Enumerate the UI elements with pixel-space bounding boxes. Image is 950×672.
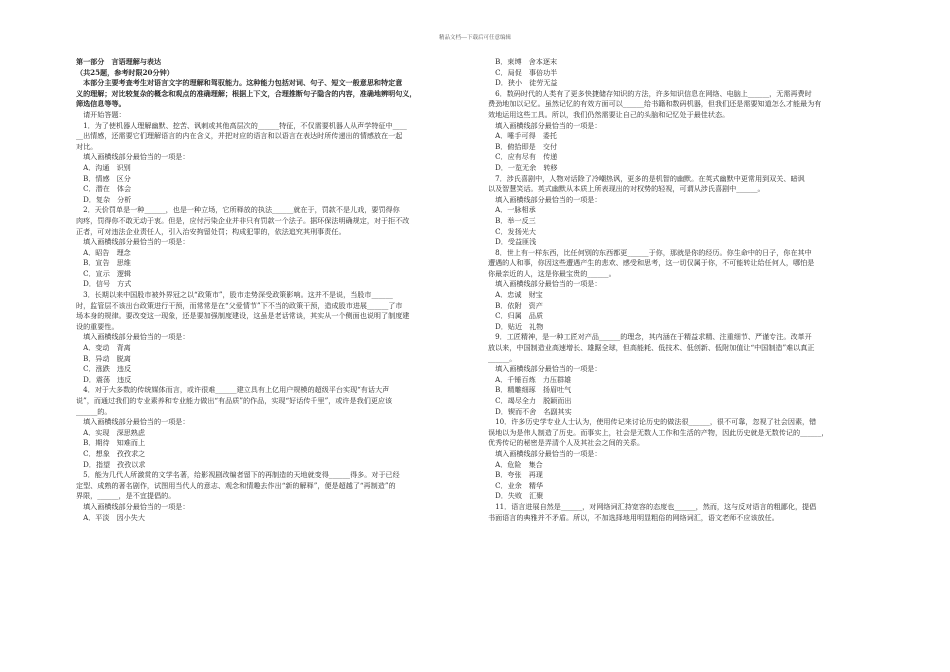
text-line: C．潜在 体会 (76, 184, 132, 194)
text-line: A．变动 背离 (76, 343, 131, 353)
text-line: D．复杂 分析 (76, 194, 132, 204)
text-line: 第一部分 言语理解与表达 (76, 57, 162, 66)
text-line: D．震荡 违反 (76, 374, 132, 384)
text-line: A．一脉相承 (488, 205, 536, 215)
text-line: A．千锤百炼 力压群雄 (488, 374, 572, 384)
text-line: A．唾手可得 委托 (488, 131, 557, 141)
text-line: B．宣告 思维 (76, 258, 131, 268)
text-line: 筛选信息等等。 (76, 99, 126, 109)
text-line: D．指望 孜孜以求 (76, 459, 146, 469)
text-line: C．宣示 逻辑 (76, 268, 132, 278)
text-line: 填入画横线部分最恰当的一项是： (76, 501, 190, 511)
text-line: 填入画横线部分最恰当的一项是： (76, 332, 190, 342)
text-line: C．局促 事倍功半 (488, 67, 558, 77)
text-line: 9．工匠精神，是一种工匠对产品______的理念，其内涵在于精益求精、注重细节、严谨专注。改革开 (488, 332, 812, 342)
text-line: 场本身的规律。要改变这一现象，还是要加强制度建设，这虽是老话常谈，其实从一个侧面也说明了制度建 (76, 311, 410, 321)
text-line: A．平淡 因小失大 (76, 512, 145, 522)
text-line: 10．许多历史学专业人士认为，使用传记来讨论历史的做法很______，很不可靠，忽视了社会因素，错 (488, 417, 817, 427)
text-line: 优秀传记的秘密是弄清个人及其社会之间的关系。 (488, 438, 645, 448)
text-line: D．受益匪浅 (488, 237, 537, 247)
text-line: C．想象 孜孜求之 (76, 448, 146, 458)
text-line: A．危险 集合 (488, 459, 543, 469)
text-line: 正者，可对违法企业责任人，引入治安拘留处罚；构成犯罪的，依法追究其刑事责任。 (76, 226, 346, 236)
text-line: 填入画横线部分最恰当的一项是： (488, 364, 602, 374)
text-line: 义的理解；对比较复杂的概念和观点的准确理解；根据上下文，合理推断句子隐含的内容，准确地辨明句义， (76, 88, 417, 98)
text-line: B．精雕细琢 扬眉吐气 (488, 385, 572, 395)
text-line: 5．能为几代人所激赏的文学名著，给影视剧改编者留下的再制造的天地就变得______得多。对于已经 (76, 470, 400, 480)
text-line: __出情感，还需要它们理解语言的内在含义，并把对应的语言和以语言在表达时所传递出的情感放在一起 (76, 131, 403, 141)
text-line: 说”，而通过我们的专业素养和专业能力做出“有品质”的作品，实现“好话传千里”，或许是我们更应该 (76, 396, 393, 405)
text-line: 设的重要性。 (76, 321, 119, 331)
text-line: C．应有尽有 传递 (488, 152, 558, 162)
text-line: 遭遇的人和事，你因这些遭遇产生的悲欢、感受和思考，这一切仅属于你，不可能转让给任何人，哪怕是 (488, 258, 815, 268)
text-line: C．归属 品质 (488, 311, 544, 321)
text-line: C．竭尽全力 脱颖而出 (488, 396, 572, 405)
text-line: C．业余 精华 (488, 480, 544, 490)
text-line: 填入画横线部分最恰当的一项是： (76, 237, 190, 247)
text-line: 8．世上有一样东西，比任何别的东西都更______于你，那就是你的经历。你生命中的日子，你在其中 (488, 247, 812, 257)
text-line: 对比。 (76, 141, 98, 151)
text-line: 6．数码时代的人类有了更多快捷储存知识的方法，许多知识信息在网络、电脑上______，无需再费时 (488, 88, 812, 98)
text-line: 7．涉氏喜剧中，人物对话除了冷嘲热讽，更多的是机智的幽默。在英式幽默中更常用到双关、暗讽 (488, 173, 805, 183)
text-line: B．期待 知难而上 (76, 438, 146, 448)
text-line: A．忠诚 财宝 (488, 290, 543, 300)
text-line: D．贴近 礼物 (488, 321, 544, 331)
text-line: C．涨跌 违反 (76, 364, 132, 374)
text-line: A．沟通 识别 (76, 162, 131, 172)
text-line: 11．语言进展自然是______，对网络词汇持宽容的态度也______，然而，这与反对语言的粗鄙化，提倡 (488, 501, 817, 511)
text-line: 填入画横线部分最恰当的一项是： (76, 152, 190, 162)
text-line: 3．长期以来中国股市被外界冠之以“政策市”，股市走势深受政策影响。这并不是说，当股市______ (76, 290, 393, 300)
text-line: 你最亲近的人，这是你最宝贵的______。 (488, 268, 616, 278)
text-line: D．失败 汇聚 (488, 491, 544, 501)
text-line: B．异动 脱离 (76, 353, 131, 363)
text-line: 填入画横线部分最恰当的一项是： (488, 279, 602, 289)
text-line: 以及智慧笑话。英式幽默从本质上所表现出的对权势的轻视，可谓从涉氏喜剧中______。 (488, 184, 765, 194)
text-line: C．发扬光大 (488, 226, 536, 236)
text-line: 放以来，中国制造业高速增长、雄踞全球，但高能耗、低技术、低创新、低附加值让“中国制造”难以真正 (488, 343, 815, 353)
text-line: 1．为了使机器人理解幽默、挖苦、讽刺或其他高层次的______特征，不仅需要机器人从声学特征中____ (76, 120, 407, 130)
text-line: B．依附 资产 (488, 300, 543, 310)
text-line: D．一览无余 转移 (488, 162, 558, 172)
page-header: 精品文档---下载后可任意编辑 (439, 35, 511, 41)
left-column (76, 57, 486, 523)
text-line: D．信号 方式 (76, 279, 132, 289)
text-line: 界限，______，是不宜提倡的。 (76, 491, 176, 501)
text-line: B．俯拾即是 交付 (488, 141, 558, 151)
right-column (488, 57, 880, 523)
text-line: 误地以为是伟人制造了历史。而事实上，社会是无数人工作和生活的产物，因此历史就是无数传记的______， (488, 427, 829, 437)
text-line: ______的。 (76, 406, 112, 416)
text-line: 2．天价罚单是一种______，也是一种立场，它所释放的执法______就在于，罚款不是儿戏，要罚得你 (76, 205, 400, 215)
text-line: 肉疼，罚得你不敢无动于衷。但是，应付污染企业并非只有罚款一个法子。据环保法明确规定，对于拒不改 (76, 215, 410, 225)
text-line: B．情感 区分 (76, 173, 131, 183)
text-line: B．举一反三 (488, 215, 536, 225)
text-line: 费劲地加以记忆。虽然记忆的有效方面可以______给书籍和数码机器，但我们还是需要知道怎么才能最为有 (488, 99, 822, 109)
text-line: D．锲而不舍 名副其实 (488, 406, 572, 416)
text-line: 4．对于大多数的传统媒体而言，或许很难______建立具有上亿用户规模的超级平台实现“有话大声 (76, 385, 390, 395)
text-line: 书面语言的典雅并不矛盾。所以，不加选择地用明显粗俗的网络词汇，语文老师不应该放任。 (488, 512, 779, 522)
text-line: 定型、成熟的著名剧作，试图用当代人的意志、观念和情趣去作出“新的解释”，便是超越了“再制造”的 (76, 480, 396, 490)
text-line: 填入画横线部分最恰当的一项是： (488, 194, 602, 204)
text-line: 效地运用这些工具。所以，我们仍然需要让自己的头脑和记忆处于最佳状态。 (488, 109, 730, 119)
text-line: 请开始答题： (76, 109, 126, 119)
text-line: B．束缚 舍本逐末 (488, 57, 558, 66)
text-line: 填入画横线部分最恰当的一项是： (488, 448, 602, 458)
text-line: B．夸张 再现 (488, 470, 543, 480)
text-line: 本部分主要考查考生对语言文字的理解和驾驭能力。这种能力包括对词、句子、短文一般意思和特定意 (76, 78, 403, 88)
text-line: 时，监管层不该出台政策进行干预，而常常是在“父爱情节”下不当的政策干预，造成股市进展______了市 (76, 300, 403, 310)
text-line: （共25题，参考时限20分钟） (76, 67, 174, 77)
text-line: D．狭小 徒劳无益 (488, 78, 558, 88)
text-line: 填入画横线部分最恰当的一项是： (76, 417, 190, 427)
text-line: A．实现 深思熟虑 (76, 427, 145, 437)
text-line: 填入画横线部分最恰当的一项是： (488, 120, 602, 130)
text-line: A．昭告 理念 (76, 247, 131, 257)
text-line: ______。 (488, 353, 517, 363)
